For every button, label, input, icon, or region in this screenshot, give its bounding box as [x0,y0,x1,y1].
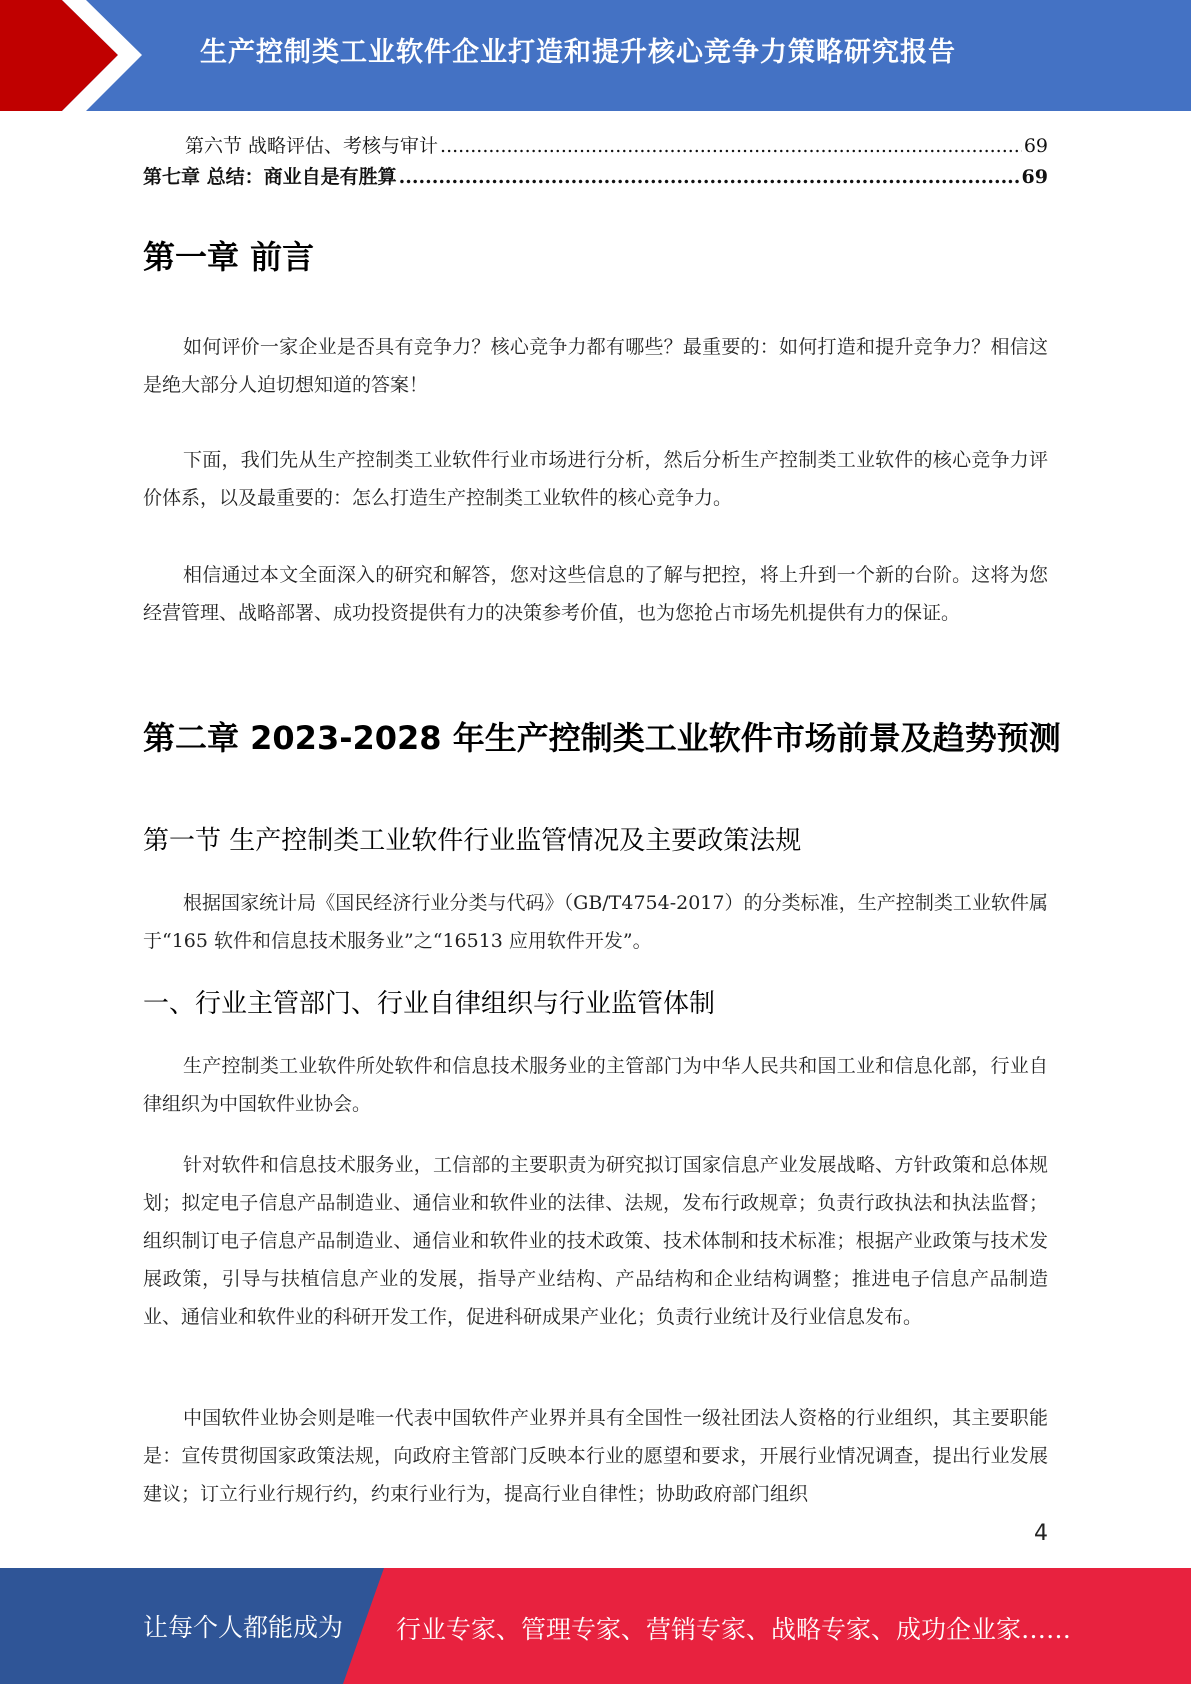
subsection1-paragraph: 针对软件和信息技术服务业，工信部的主要职责为研究拟订国家信息产业发展战略、方针政策和总体规划；拟定电子信息产品制造业、通信业和软件业的法律、法规，发布行政规章；负责行政执法和执法监督；组织制订电子信息产品制造业、通信业和软件业的技术政策、技术体制和技术标准；根据产业政策与技术发展政策，引导与扶植信息产业的发展，指导产业结构、产品结构和企业结构调整；推进电子信息产品制造业、通信业和软件业的科研开发工作，促进科研成果产业化；负责行业统计及行业信息发布。 [143,1154,1048,1328]
toc-entry-section6[interactable] [143,131,1048,158]
page-number: 4 [1034,1521,1048,1546]
chapter1-heading: 第一章 前言 [143,238,315,276]
footer-slogan-left: 让每个人都能成为 [143,1613,344,1642]
toc-entry-page: 69 [1021,166,1048,188]
subsection1-paragraph: 生产控制类工业软件所处软件和信息技术服务业的主管部门为中华人民共和国工业和信息化部，行业自律组织为中国软件业协会。 [143,1055,1048,1115]
toc-entry-label: 第六节 战略评估、考核与审计 [185,135,439,157]
toc-leader-dots [440,135,1022,157]
toc-entry-chapter7[interactable] [143,162,1048,189]
section1-heading: 第一节 生产控制类工业软件行业监管情况及主要政策法规 [143,826,802,856]
toc-entry-page: 69 [1023,135,1048,157]
toc-leader-dots [399,166,1020,188]
page-footer [0,1568,1191,1684]
section1-paragraph: 根据国家统计局《国民经济行业分类与代码》（GB/T4754-2017）的分类标准，生产控制类工业软件属于“165 软件和信息技术服务业”之“16513 应用软件开发”。 [143,892,1048,952]
subsection1-heading: 一、行业主管部门、行业自律组织与行业监管体制 [143,989,716,1019]
page-header [0,0,1191,111]
toc-entry-label: 第七章 总结：商业自是有胜算 [143,166,397,188]
chapter1-paragraph: 相信通过本文全面深入的研究和解答，您对这些信息的了解与把控，将上升到一个新的台阶。这将为您经营管理、战略部署、成功投资提供有力的决策参考价值，也为您抢占市场先机提供有力的保证。 [143,564,1048,624]
chapter2-heading: 第二章 2023-2028 年生产控制类工业软件市场前景及趋势预测 [143,719,1061,757]
subsection1-paragraph: 中国软件业协会则是唯一代表中国软件产业界并具有全国性一级社团法人资格的行业组织，其主要职能是：宣传贯彻国家政策法规，向政府主管部门反映本行业的愿望和要求，开展行业情况调查，提出行业发展建议；订立行业行规行约，约束行业行为，提高行业自律性；协助政府部门组织 [143,1407,1048,1505]
header-title: 生产控制类工业软件企业打造和提升核心竞争力策略研究报告 [200,37,956,68]
chapter1-paragraph: 下面，我们先从生产控制类工业软件行业市场进行分析，然后分析生产控制类工业软件的核心竞争力评价体系，以及最重要的：怎么打造生产控制类工业软件的核心竞争力。 [143,449,1048,509]
chapter1-paragraph: 如何评价一家企业是否具有竞争力？核心竞争力都有哪些？最重要的：如何打造和提升竞争力？相信这是绝大部分人迫切想知道的答案！ [143,336,1048,396]
footer-slogan-right: 行业专家、管理专家、营销专家、战略专家、成功企业家…… [396,1615,1072,1644]
